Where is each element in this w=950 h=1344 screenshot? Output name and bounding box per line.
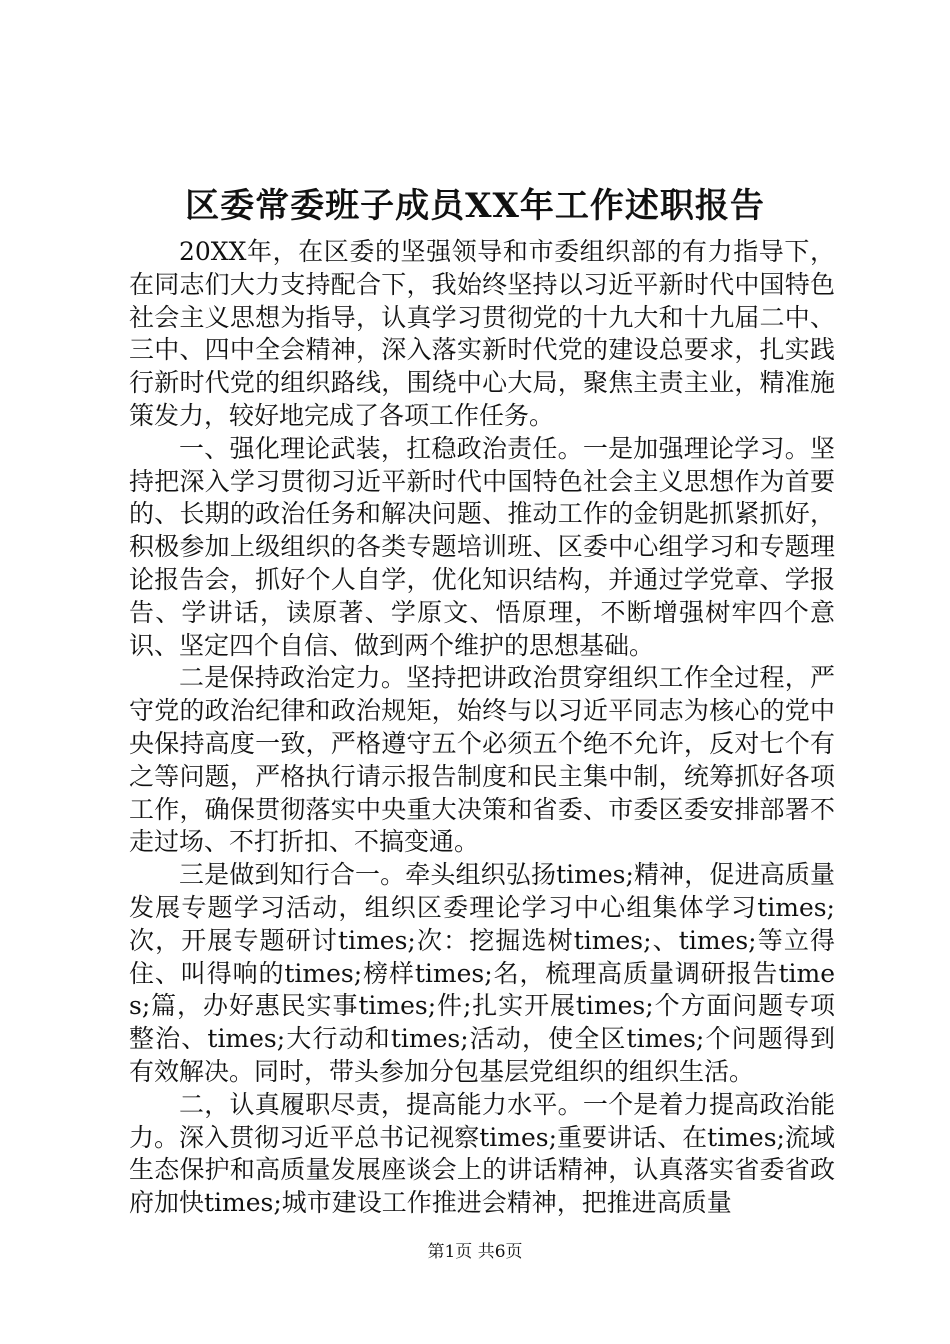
paragraph-intro: 20XX年，在区委的坚强领导和市委组织部的有力指导下，在同志们大力支持配合下，我始终坚持以习近平新时代中国特色社会主义思想为指导，认真学习贯彻党的十九大和十九届二中、三中、四中全会精神，深入落实新时代党的建设总要求，扎实践行新时代党的组织路线，围绕中心大局，聚焦主责主业，精准施策发力，较好地完成了各项工作任务。 <box>129 237 835 430</box>
paragraph-political-stance: 二是保持政治定力。坚持把讲政治贯穿组织工作全过程，严守党的政治纪律和政治规矩，始终与以习近平同志为核心的党中央保持高度一致，严格遵守五个必须五个绝不允许，反对七个有之等问题，严格执行请示报告制度和民主集中制，统筹抓好各项工作，确保贯彻落实中央重大决策和省委、市委区委安排部署不走过场、不打折扣、不搞变通。 <box>129 663 835 857</box>
paragraph-section-1: 一、强化理论武装，扛稳政治责任。一是加强理论学习。坚持把深入学习贯彻习近平新时代中国特色社会主义思想作为首要的、长期的政治任务和解决问题、推动工作的金钥匙抓紧抓好，积极参加上级组织的各类专题培训班、区委中心组学习和专题理论报告会，抓好个人自学，优化知识结构，并通过学党章、学报告、学讲话，读原著、学原文、悟原理，不断增强树牢四个意识、坚定四个自信、做到两个维护的思想基础。 <box>129 433 835 660</box>
document-body <box>129 236 835 1220</box>
document-title: 区委常委班子成员XX年工作述职报告 <box>185 186 765 226</box>
page-footer: 第1页 共6页 <box>427 1242 523 1262</box>
paragraph-section-2: 二，认真履职尽责，提高能力水平。一个是着力提高政治能力。深入贯彻习近平总书记视察times;重要讲话、在times;流域生态保护和高质量发展座谈会上的讲话精神，认真落实省委省政府加快times;城市建设工作推进会精神，把推进高质量 <box>129 1089 835 1218</box>
paragraph-knowledge-action: 三是做到知行合一。牵头组织弘扬times;精神，促进高质量发展专题学习活动，组织区委理论学习中心组集体学习times;次，开展专题研讨times;次：挖掘选树times;、times;等立得住、叫得响的times;榜样times;名，梳理高质量调研报告times;篇，办好惠民实事times;件;扎实开展times;个方面问题专项整治、times;大行动和times;活动，使全区times;个问题得到有效解决。同时，带头参加分包基层党组织的组织生活。 <box>129 860 835 1086</box>
